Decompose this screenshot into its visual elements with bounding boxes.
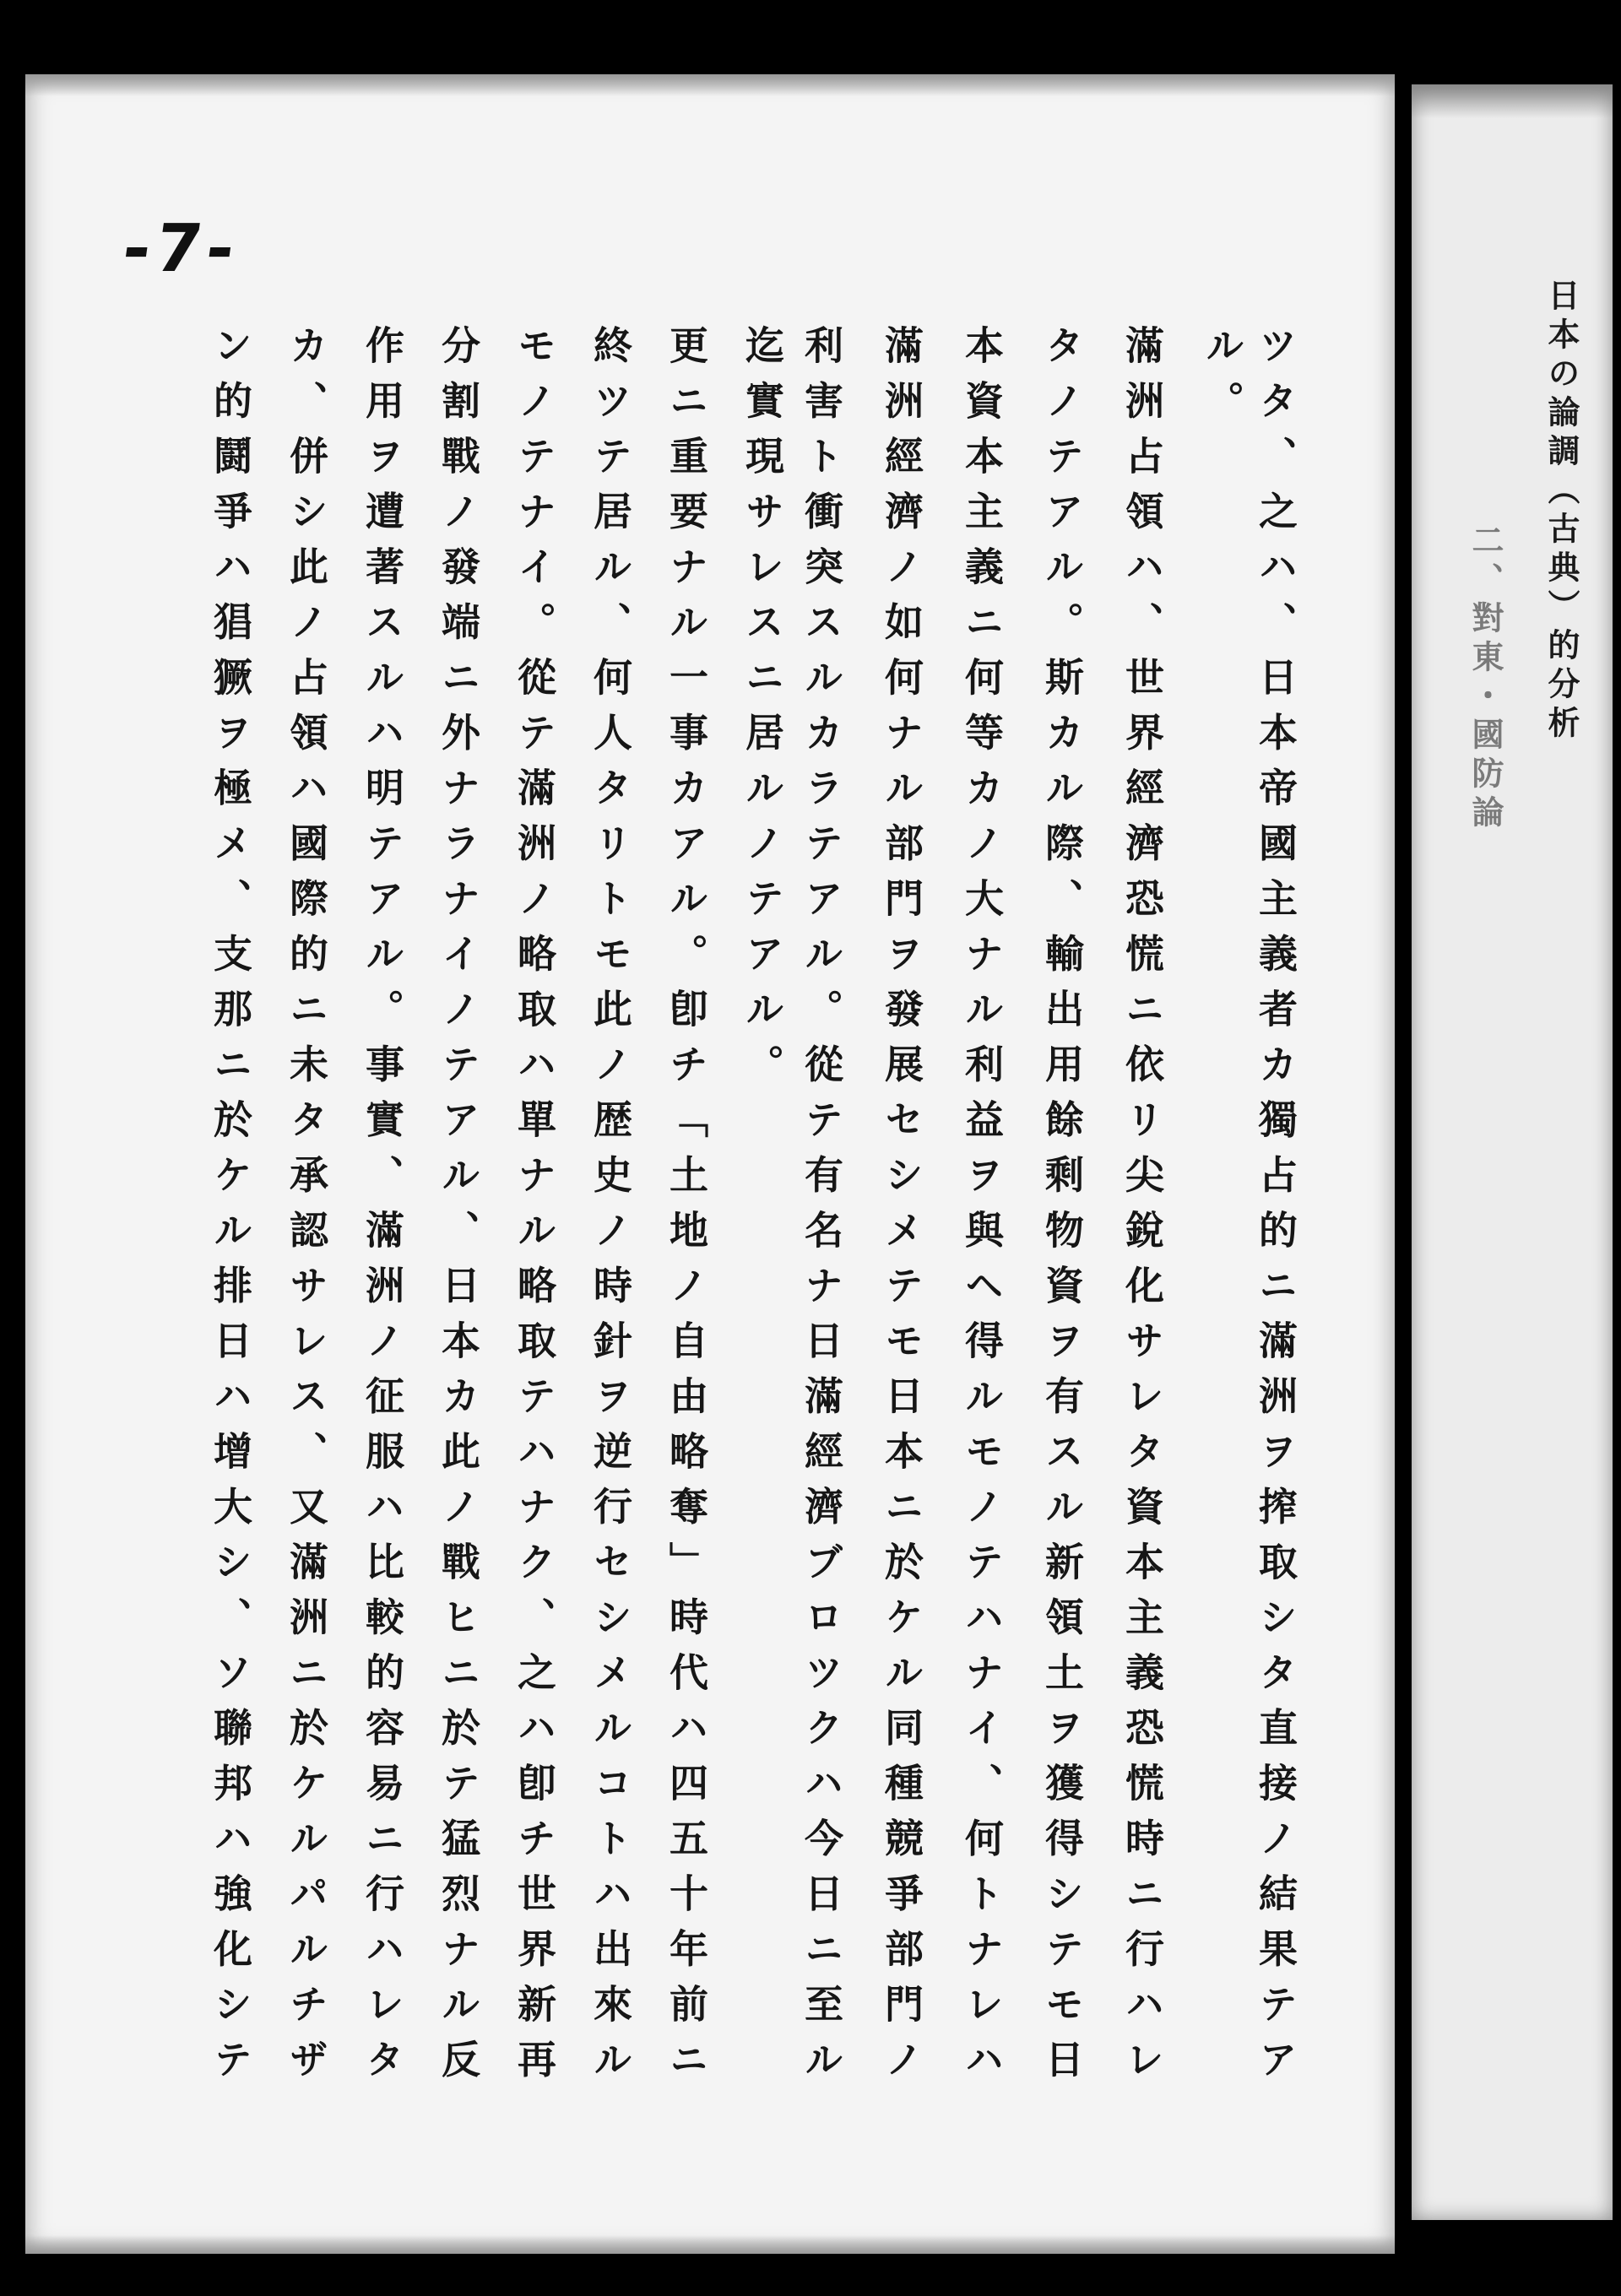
text-column: タノテアル。斯カル際、輸出用餘剩物資ヲ有スル新領土ヲ獲得シテモ日: [1039, 325, 1085, 2094]
text-column: ン的鬪爭ハ猖獗ヲ極メ、支那ニ於ケル排日ハ增大シ、ソ聯邦ハ強化シテ: [208, 325, 253, 2094]
text-column: ル。: [1200, 325, 1245, 436]
text-column: 利害ト衝突スルカラテアル。從テ有名ナ日滿經濟ブロツクハ今日ニ至ル: [799, 325, 844, 2094]
book-spine: [1395, 51, 1412, 2254]
text-column: 迄實現サレスニ居ルノテアル。: [740, 325, 785, 1099]
adjacent-page-subtitle: 二、對東・國防論: [1466, 523, 1504, 834]
text-column: カ、併シ此ノ占領ハ國際的ニ未タ承認サレス、又滿洲ニ於ケルパルチザ: [284, 325, 329, 2094]
adjacent-page: [1412, 84, 1613, 2220]
text-column: 滿洲經濟ノ如何ナル部門ヲ發展セシメテモ日本ニ於ケル同種競爭部門ノ: [879, 325, 924, 2094]
text-column: 分割戰ノ發端ニ外ナラナイノテアル、日本カ此ノ戰ヒニ於テ猛烈ナル反: [436, 325, 481, 2094]
text-column: 作用ヲ遭著スルハ明テアル。事實、滿洲ノ征服ハ比較的容易ニ行ハレタ: [360, 325, 405, 2094]
page-number: -7-: [117, 211, 245, 287]
text-column: 更ニ重要ナル一事カアル。卽チ「土地ノ自由略奪」時代ハ四五十年前ニ: [664, 325, 709, 2094]
text-column: 本資本主義ニ何等カノ大ナル利益ヲ與ヘ得ルモノテハナイ、何トナレハ: [959, 325, 1005, 2094]
text-column: ツタ、之ハ、日本帝國主義者カ獨占的ニ滿洲ヲ搾取シタ直接ノ結果テア: [1253, 325, 1298, 2094]
adjacent-page-title: 日本の論調（古典）的分析: [1542, 279, 1580, 745]
text-column: 滿洲占領ハ、世界經濟恐慌ニ依リ尖銳化サレタ資本主義恐慌時ニ行ハレ: [1120, 325, 1165, 2094]
text-column: モノテナイ。從テ滿洲ノ略取ハ單ナル略取テハナク、之ハ卽チ世界新再: [512, 325, 557, 2094]
text-column: 終ツテ居ル、何人タリトモ此ノ歴史ノ時針ヲ逆行セシメルコトハ出來ル: [588, 325, 633, 2094]
